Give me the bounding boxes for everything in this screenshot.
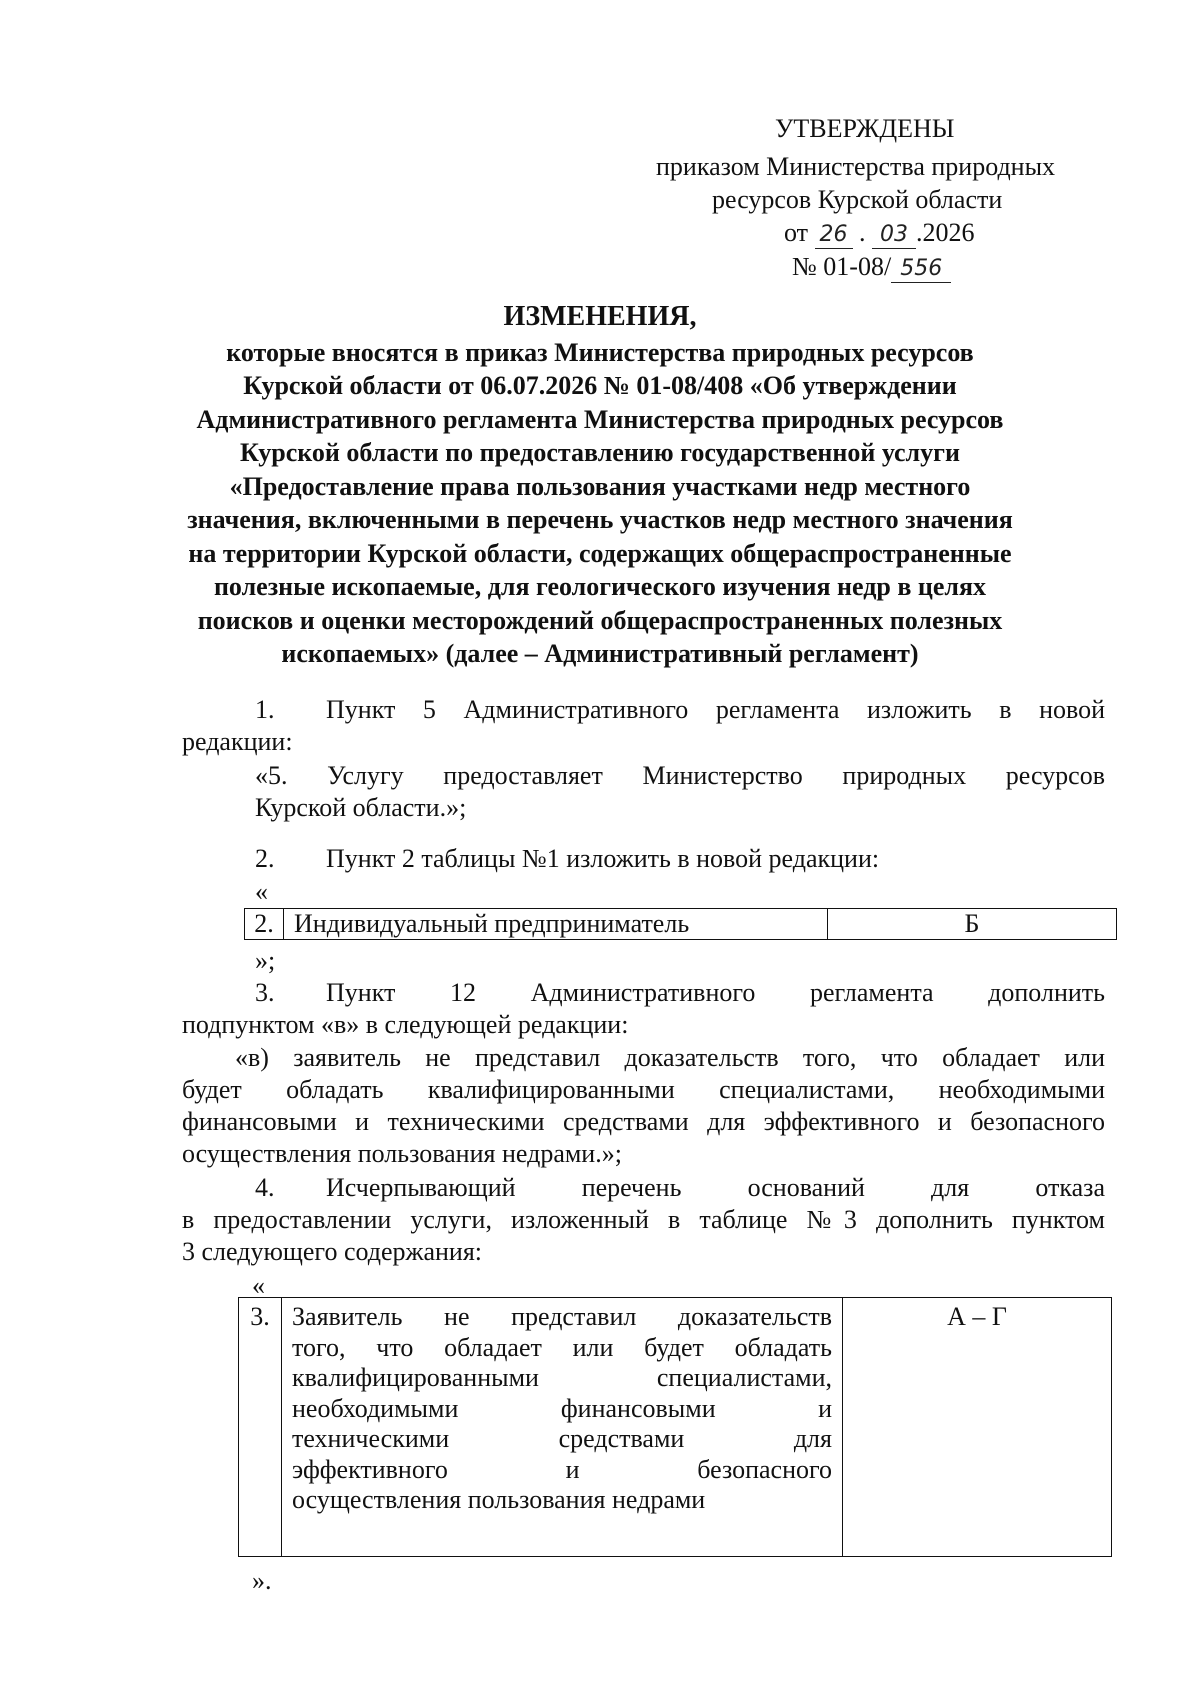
table-row [245,909,1117,940]
title-line: Административного регламента Министерства природных ресурсов [196,404,1004,434]
table-2 [238,1297,1112,1557]
approval-number [792,250,951,283]
table-1 [244,908,1117,940]
approval-line-1: приказом Министерства природных [656,152,1056,181]
title-line: полезные ископаемые, для геологического изучения недр в целях [213,572,987,601]
item-4-close-quote: ». [252,1566,272,1595]
item-2-line-1: Пункт 2 таблицы №1 изложить в новой редакции: [326,844,880,873]
date-year: .2026 [916,218,975,247]
table-2-cell-value: А – Г [843,1298,1112,1557]
item-3-line-1: Пункт 12 Административного регламента дополнить [326,978,1105,1007]
item-4-line-3: 3 следующего содержания: [182,1237,483,1266]
item-1-quote-line-1: «5. Услугу предоставляет Министерство природных ресурсов [255,761,1105,790]
date-month: 03 [872,222,916,249]
item-3-quote-line-1: «в) заявитель не представил доказательств того, что обладает или [235,1043,1105,1072]
item-4-open-quote: « [252,1271,265,1300]
table-2-text-line: Заявитель не представил доказательств [292,1302,832,1331]
title-line: значения, включенными в перечень участков недр местного значения [187,505,1013,534]
approval-line-2: ресурсов Курской области [712,185,1003,214]
approval-heading: УТВЕРЖДЕНЫ [775,114,955,143]
item-3-quote-line-4: осуществления пользования недрами.»; [182,1139,622,1168]
table-2-text-line: техническими средствами для [292,1424,832,1453]
title-line: поисков и оценки месторождений общераспространенных полезных [197,605,1003,635]
item-1-quote-line-2: Курской области.»; [255,793,467,822]
table-2-cell-text [282,1298,843,1557]
item-1-number: 1. [255,695,275,724]
table-2-text-line: необходимыми финансовыми и [292,1393,832,1423]
item-4-number: 4. [255,1173,275,1202]
table-2-text-line: того, что обладает или будет обладать [292,1332,832,1362]
approval-date: от 26 . 03 .2026 [784,218,975,247]
title-line: ископаемых» (далее – Административный регламент) [281,639,919,668]
title-heading: ИЗМЕНЕНИЯ, [503,301,697,332]
number-value: 556 [891,256,951,283]
table-2-text-line: осуществления пользования недрами [292,1485,706,1514]
table-row [239,1298,1112,1557]
table-1-cell-value: Б [828,909,1117,940]
title-line: Курской области от 06.07.2026 № 01-08/408 «Об утверждении [243,371,957,400]
item-4-line-2: в предоставлении услуги, изложенный в таблице №3 дополнить пунктом [182,1205,1105,1234]
date-day: 26 [815,222,853,249]
title-line: на территории Курской области, содержащих общераспространенные [188,538,1012,568]
item-1-line-2: редакции: [182,727,293,756]
item-1-line-1: Пункт 5 Административного регламента изложить в новой [326,695,1105,724]
item-2-open-quote: « [255,877,268,906]
document-title [170,300,1030,671]
table-1-cell-name: Индивидуальный предприниматель [284,909,828,940]
title-line: Курской области по предоставлению государственной услуги [240,438,960,467]
item-2-number: 2. [255,844,275,873]
item-3-quote-line-3: финансовыми и техническими средствами для эффективного и безопасного [182,1107,1105,1136]
table-2-text-line: эффективного и безопасного [292,1454,832,1484]
table-1-cell-num: 2. [245,909,284,940]
title-line: «Предоставление права пользования участками недр местного [229,471,971,501]
item-3-number: 3. [255,978,275,1007]
item-2-close-quote: »; [255,946,276,975]
table-2-cell-num: 3. [239,1298,282,1557]
date-prefix: от [784,218,809,247]
title-line: которые вносятся в приказ Министерства природных ресурсов [226,337,974,367]
number-prefix: № 01-08/ [792,252,892,281]
item-3-quote-line-2: будет обладать квалифицированными специалистами, необходимыми [182,1075,1105,1104]
item-4-line-1: Исчерпывающий перечень оснований для отказа [326,1173,1105,1202]
item-3-line-2: подпунктом «в» в следующей редакции: [182,1010,629,1039]
table-2-text-line: квалифицированными специалистами, [292,1363,832,1392]
